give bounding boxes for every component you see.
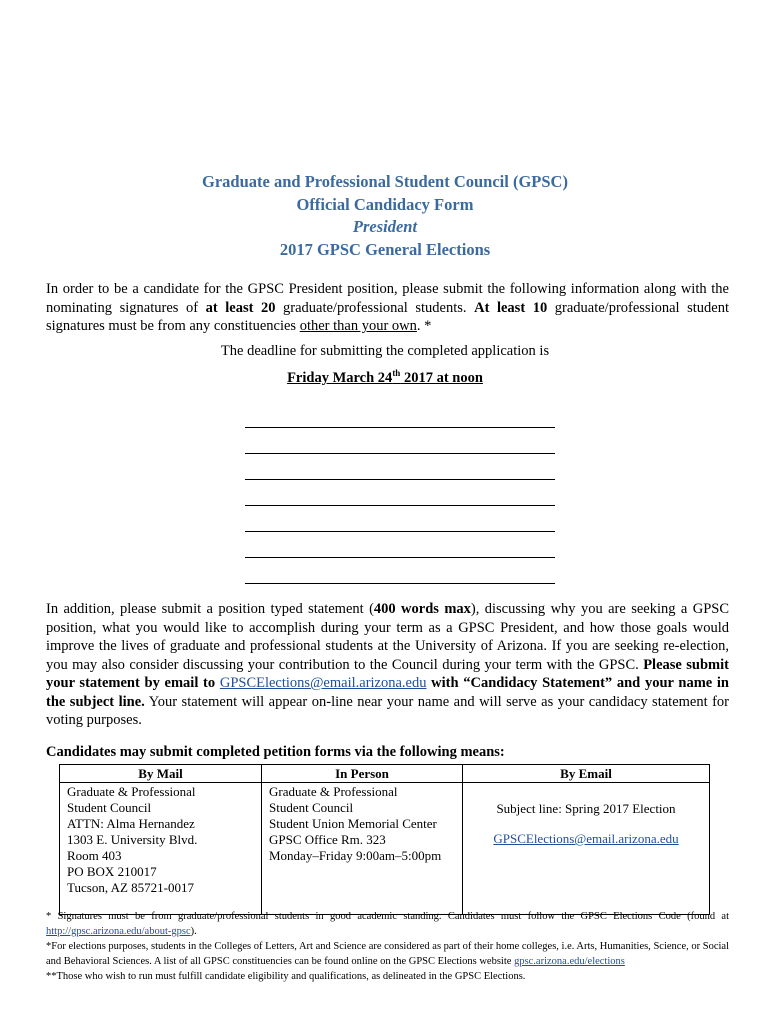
person-line: Graduate & Professional xyxy=(269,784,398,799)
email-cell xyxy=(463,783,710,915)
deadline-date-sup: th xyxy=(392,368,401,378)
footnotes xyxy=(46,909,729,984)
mail-line: 1303 E. University Blvd. xyxy=(67,832,198,847)
statement-bold: Please submit your statement by email to xyxy=(46,656,729,691)
intro-bold: at least 20 xyxy=(205,299,276,316)
form-title: Official Candidacy Form xyxy=(296,194,474,214)
telephone-line[interactable] xyxy=(245,531,555,532)
intro-text: graduate/professional students. xyxy=(275,299,475,316)
email-subject-line: Subject line: Spring 2017 Election xyxy=(496,801,676,816)
in-person-cell xyxy=(262,783,463,915)
mail-line: PO BOX 210017 xyxy=(67,864,157,879)
constituency-line[interactable] xyxy=(245,583,555,584)
position-title: President xyxy=(352,217,418,236)
intro-underline: other than your own xyxy=(299,318,417,334)
footnote-3: **Those who wish to run must fulfill candidate eligibility and qualifications, as delineated in the GPSC Elections. xyxy=(46,971,526,982)
about-gpsc-link[interactable]: http://gpsc.arizona.edu/about-gpsc xyxy=(46,926,191,937)
statement-text: In addition, please submit a position typed statement ( xyxy=(46,601,374,617)
statement-bold: with “Candidacy Statement” and your name in the subject line. xyxy=(46,675,729,710)
mail-line: Student Council xyxy=(67,800,152,815)
elections-website-link[interactable]: gpsc.arizona.edu/elections xyxy=(514,956,625,967)
footnote-2 xyxy=(46,939,729,969)
in-person-header: In Person xyxy=(262,765,463,783)
email-address-link[interactable]: GPSCElections@email.arizona.edu xyxy=(493,831,679,846)
department-line[interactable] xyxy=(245,479,555,480)
statement-text: Your statement will appear on-line near your name and will serve as your candidacy statement for voting purposes. xyxy=(46,693,730,728)
statement-text: ), discussing why you are seeking a GPSC position, what you would like to accomplish during your term as a GPSC President, and how those goals would improve the lives of graduate and professional students at the University of Arizona. If you are seeking re-election, you may also consider discussing your contribution to the Council during your term with the GPSC. xyxy=(46,601,729,673)
deadline-date xyxy=(0,368,770,387)
deadline-date-part: 2017 at noon xyxy=(400,369,483,386)
deadline-text: The deadline for submitting the completed application is xyxy=(220,343,550,359)
mail-line: ATTN: Alma Hernandez xyxy=(67,816,195,831)
statement-bold: 400 words max xyxy=(373,601,471,617)
address-line[interactable] xyxy=(245,453,555,454)
footnote-text: * Signatures must be from graduate/professional students in good academic standing. Candidates must follow the GPSC Elections Code (found at xyxy=(46,911,729,922)
mail-line: Room 403 xyxy=(67,848,122,863)
person-line: Student Council xyxy=(269,800,354,815)
form-title-block xyxy=(0,171,770,261)
means-heading: Candidates may submit completed petition forms via the following means: xyxy=(46,744,505,760)
email-header: By Email xyxy=(463,765,710,783)
elections-email-link[interactable]: GPSCElections@email.arizona.edu xyxy=(219,675,427,691)
mail-header: By Mail xyxy=(60,765,262,783)
mail-address-cell xyxy=(60,783,262,915)
mail-line: Tucson, AZ 85721-0017 xyxy=(67,880,195,895)
person-line: Monday–Friday 9:00am–5:00pm xyxy=(269,848,442,863)
deadline-date-part: Friday March 24 xyxy=(287,369,393,386)
election-title: 2017 GPSC General Elections xyxy=(279,239,491,259)
statement-paragraph xyxy=(46,600,729,730)
person-line: Student Union Memorial Center xyxy=(269,816,437,831)
email-line[interactable] xyxy=(245,557,555,558)
intro-text: In order to be a candidate for the GPSC President position, please submit the following information along with the nominating signatures of xyxy=(46,281,729,316)
mail-line: Graduate & Professional xyxy=(67,784,196,799)
intro-paragraph xyxy=(46,280,729,336)
intro-text: graduate/professional student signatures must be from any constituencies xyxy=(46,299,730,334)
footnote-1 xyxy=(46,909,729,939)
intro-bold: At least 10 xyxy=(474,299,548,316)
person-line: GPSC Office Rm. 323 xyxy=(269,832,386,847)
org-title: Graduate and Professional Student Council (GPSC) xyxy=(202,172,568,191)
footnote-text: ). xyxy=(190,926,197,937)
submission-means-table xyxy=(59,764,710,915)
student-id-line[interactable] xyxy=(245,505,555,506)
footnote-text: *For elections purposes, students in the Colleges of Letters, Art and Science are considered as part of their home colleges, i.e. Arts, Humanities, Science, or Social and Behavioral Sciences. A list of all GPSC constituencies can be found online on the GPSC Elections website xyxy=(46,941,729,967)
intro-text: . * xyxy=(416,318,432,334)
name-line[interactable] xyxy=(245,427,555,428)
